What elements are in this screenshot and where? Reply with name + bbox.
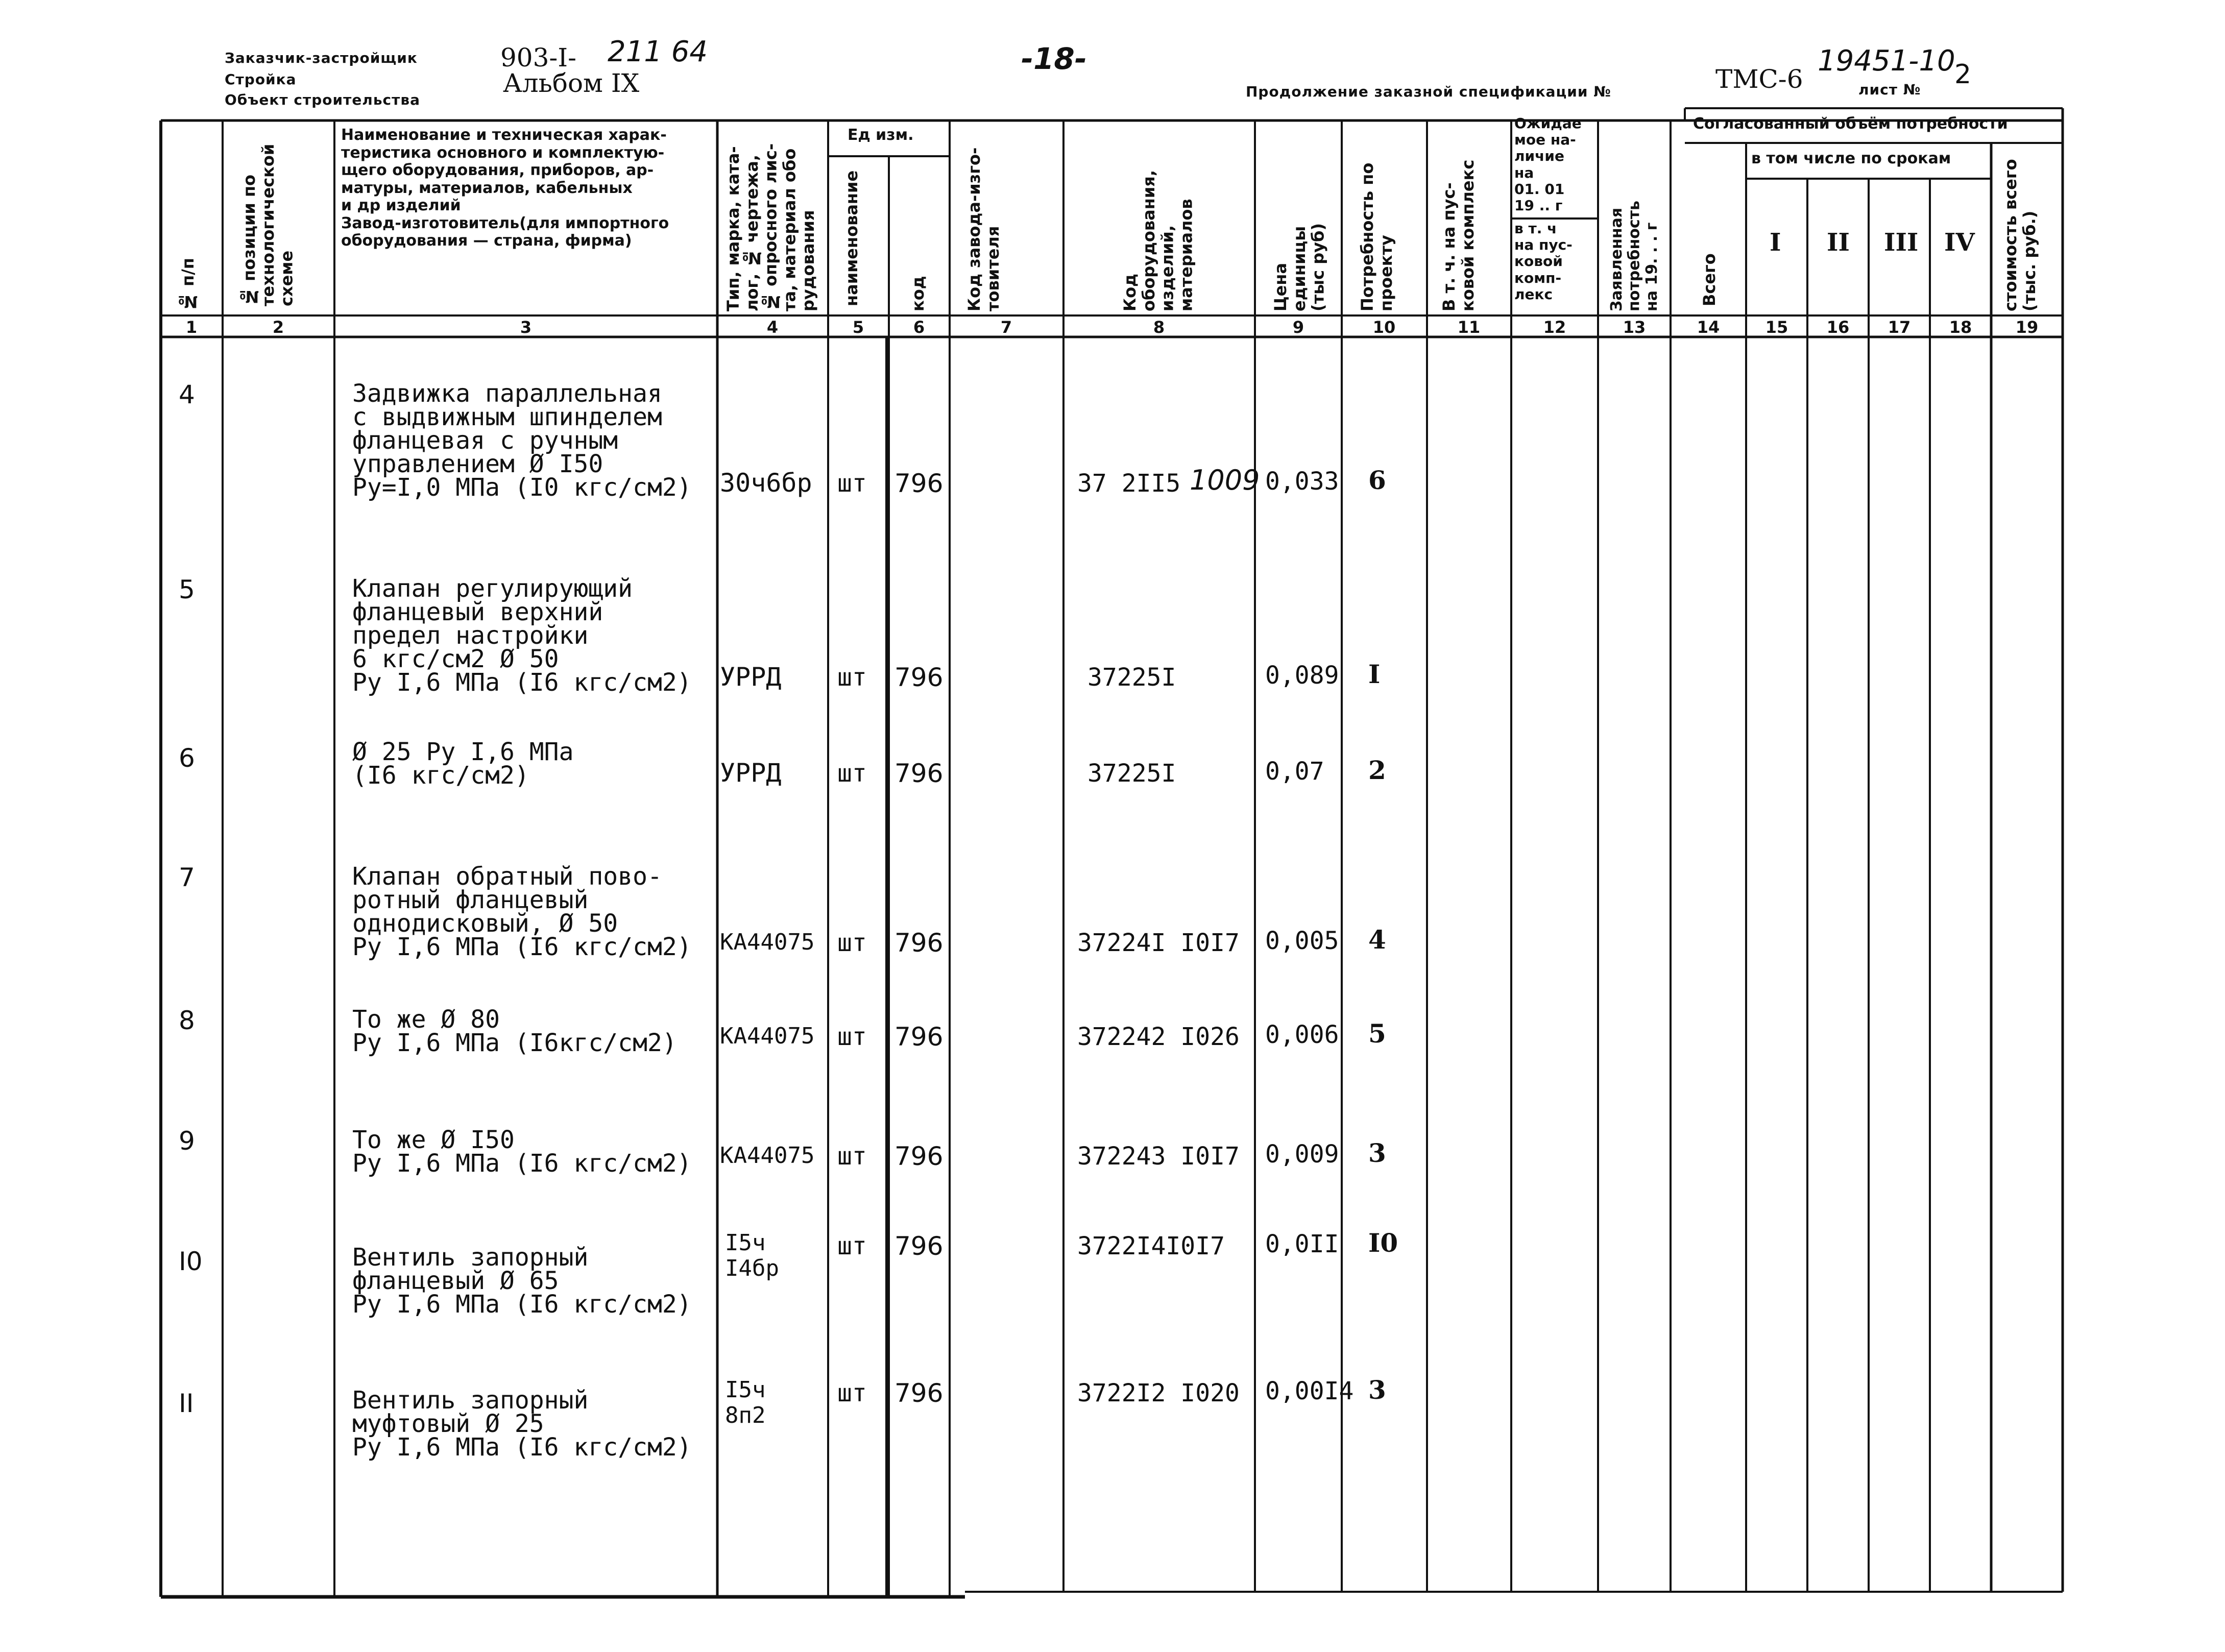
column-number: 3 (520, 318, 532, 337)
project-need: 3 (1368, 1138, 1386, 1168)
column-number: 2 (272, 318, 284, 337)
sheet-number: 2 (1954, 59, 1972, 90)
column-number: 5 (852, 318, 864, 337)
continuation-label: Продолжение заказной спецификации № (1246, 83, 1611, 100)
column-number: 16 (1826, 318, 1850, 337)
col-16-header: II (1827, 228, 1850, 257)
col-2-header: № позиции по технологической схеме (239, 143, 297, 306)
page-number: -18- (1021, 41, 1087, 76)
unit-price: 0,009 (1265, 1140, 1339, 1169)
object-label: Объект строительства (225, 91, 420, 108)
unit-name: шт (837, 929, 867, 957)
unit-code: 796 (894, 928, 944, 958)
unit-code: 796 (894, 1022, 944, 1052)
equipment-code: 37224I I0I7 (1077, 929, 1240, 957)
album-label: Альбом IX (503, 68, 640, 98)
customer-label: Заказчик-застройщик (225, 50, 418, 66)
unit-code: 796 (894, 663, 944, 692)
col-19-header: стоимость всего (тыс. руб.) (2001, 159, 2039, 311)
unit-price: 0,00I4 (1265, 1377, 1354, 1405)
col-13-header: Заявленная потребность на 19. . . г (1608, 201, 1661, 311)
equipment-code: 37 2II5 (1077, 469, 1181, 498)
unit-code: 796 (894, 1378, 944, 1408)
incl-terms-header: в том числе по срокам (1751, 150, 1951, 167)
col-8-header: Код оборудования, изделий, материалов (1120, 170, 1196, 311)
row-number: II (179, 1389, 194, 1418)
equipment-code: 37225I (1087, 663, 1176, 692)
unit-price: 0,089 (1265, 661, 1339, 690)
unit-code: 796 (894, 1141, 944, 1171)
project-need: 5 (1368, 1018, 1386, 1049)
column-number: 12 (1543, 318, 1566, 337)
item-name: Задвижка параллельная с выдвижным шпинделем фланцевая с ручным управлением Ø I50 Ру=I,0 МПа (I0 кгс/см2) (352, 379, 692, 502)
row-number: 4 (179, 380, 195, 409)
unit-code: 796 (894, 759, 944, 788)
project-need: I0 (1368, 1228, 1398, 1258)
column-number: 6 (913, 318, 925, 337)
equipment-code: 3722I4I0I7 (1077, 1232, 1225, 1260)
col-7-header: Код завода-изго- товителя (964, 147, 1003, 311)
unit-group-header: Ед изм. (848, 126, 914, 144)
row-number: I0 (179, 1247, 203, 1276)
col-15-header: I (1770, 228, 1781, 257)
unit-name: шт (837, 1142, 867, 1171)
item-name: Ø 25 Ру I,6 МПа (I6 кгс/см2) (352, 738, 574, 790)
column-number: 14 (1697, 318, 1720, 337)
col-1-header: № п/п (178, 257, 198, 311)
column-number: 13 (1623, 318, 1646, 337)
column-number: 10 (1372, 318, 1396, 337)
item-name: То же Ø I50 Ру I,6 МПа (I6 кгс/см2) (352, 1126, 692, 1178)
col-3-header: Наименование и техническая харак- теристика основного и комплектую- щего оборудования, приборов, ар- матуры, материалов, кабельных и др изделий Завод-изготовитель(для импортного оборудования — страна, фирма) (341, 126, 669, 250)
site-label: Стройка (225, 71, 297, 88)
unit-price: 0,005 (1265, 927, 1339, 955)
unit-name: шт (837, 1232, 867, 1260)
project-code-handwritten: 211 64 (608, 35, 708, 68)
spec-code: ТМС-6 (1715, 64, 1803, 94)
col-4-header: Тип, марка, ката- лог, № чертежа, № опросного лис- та, материал обо рудования (723, 143, 818, 311)
item-type: КА44075 (720, 1143, 815, 1169)
col-5-header: наименование (842, 170, 861, 306)
equipment-code-handwritten: 1009 (1190, 464, 1260, 496)
item-name: Вентиль запорный фланцевый Ø 65 Ру I,6 МПа (I6 кгс/см2) (352, 1243, 692, 1319)
equipment-code: 372243 I0I7 (1077, 1142, 1240, 1171)
unit-name: шт (837, 469, 867, 498)
item-type: КА44075 (720, 1023, 815, 1049)
unit-code: 796 (894, 469, 944, 498)
item-type: УРРД (720, 758, 782, 788)
project-code: 903-I- (500, 43, 576, 72)
item-type: КА44075 (720, 929, 815, 955)
row-number: 8 (179, 1006, 195, 1035)
unit-price: 0,006 (1265, 1021, 1339, 1049)
item-name: Клапан обратный пово- ротный фланцевый однодисковый, Ø 50 Ру I,6 МПа (I6 кгс/см2) (352, 862, 692, 961)
col-9-header: Цена единицы (тыс руб) (1271, 223, 1328, 311)
column-number: 9 (1292, 318, 1304, 337)
unit-name: шт (837, 663, 867, 692)
unit-name: шт (837, 1379, 867, 1407)
unit-price: 0,0II (1265, 1230, 1339, 1258)
row-number: 5 (179, 575, 195, 604)
item-name: Клапан регулирующий фланцевый верхний предел настройки 6 кгс/см2 Ø 50 Ру I,6 МПа (I6 кгс/см2) (352, 574, 692, 697)
col-12a-header: Ожидае мое на- личие на 01. 01 19 .. г (1514, 115, 1582, 214)
project-need: 4 (1368, 925, 1386, 955)
column-number: 1 (185, 318, 198, 337)
column-number: 17 (1888, 318, 1911, 337)
col-11-header: В т. ч. на пус- ковой комплекс (1439, 159, 1478, 311)
equipment-code: 3722I2 I020 (1077, 1379, 1240, 1407)
column-number: 15 (1765, 318, 1788, 337)
row-number: 7 (179, 863, 195, 892)
col-10-header: Потребность по проекту (1358, 162, 1396, 311)
col-17-header: III (1884, 228, 1919, 257)
col-18-header: IV (1944, 228, 1975, 257)
item-type: I5ч I4бр (725, 1230, 779, 1281)
col-14-header: Всего (1700, 253, 1719, 306)
unit-code: 796 (894, 1231, 944, 1261)
project-need: 6 (1368, 465, 1386, 495)
row-number: 6 (179, 743, 195, 773)
col-12b-header: в т. ч на пус- ковой комп- лекс (1514, 220, 1573, 303)
project-need: 3 (1368, 1375, 1386, 1405)
item-type: I5ч 8п2 (725, 1377, 766, 1428)
project-need: 2 (1368, 755, 1386, 785)
column-number: 4 (766, 318, 779, 337)
unit-price: 0,07 (1265, 757, 1324, 786)
equipment-code: 37225I (1087, 759, 1176, 788)
item-name: Вентиль запорный муфтовый Ø 25 Ру I,6 МПа (I6 кгс/см2) (352, 1386, 692, 1462)
column-number: 18 (1949, 318, 1972, 337)
equipment-code: 372242 I026 (1077, 1023, 1240, 1051)
item-type: 30ч6бр (720, 468, 812, 498)
sheet-label: лист № (1858, 81, 1921, 98)
column-number: 7 (1000, 318, 1012, 337)
project-need: I (1368, 659, 1381, 689)
unit-name: шт (837, 759, 867, 788)
row-number: 9 (179, 1126, 195, 1156)
unit-name: шт (837, 1023, 867, 1051)
spec-number-handwritten: 19451-10 (1818, 44, 1955, 78)
agreed-group-header: Согласованный объём потребности (1693, 115, 2008, 133)
item-name: То же Ø 80 Ру I,6 МПа (I6кгс/см2) (352, 1005, 677, 1057)
item-type: УРРД (720, 662, 782, 692)
column-number: 8 (1153, 318, 1165, 337)
unit-price: 0,033 (1265, 467, 1339, 496)
col-6-header: код (908, 276, 928, 311)
column-number: 11 (1457, 318, 1481, 337)
column-number: 19 (2015, 318, 2039, 337)
